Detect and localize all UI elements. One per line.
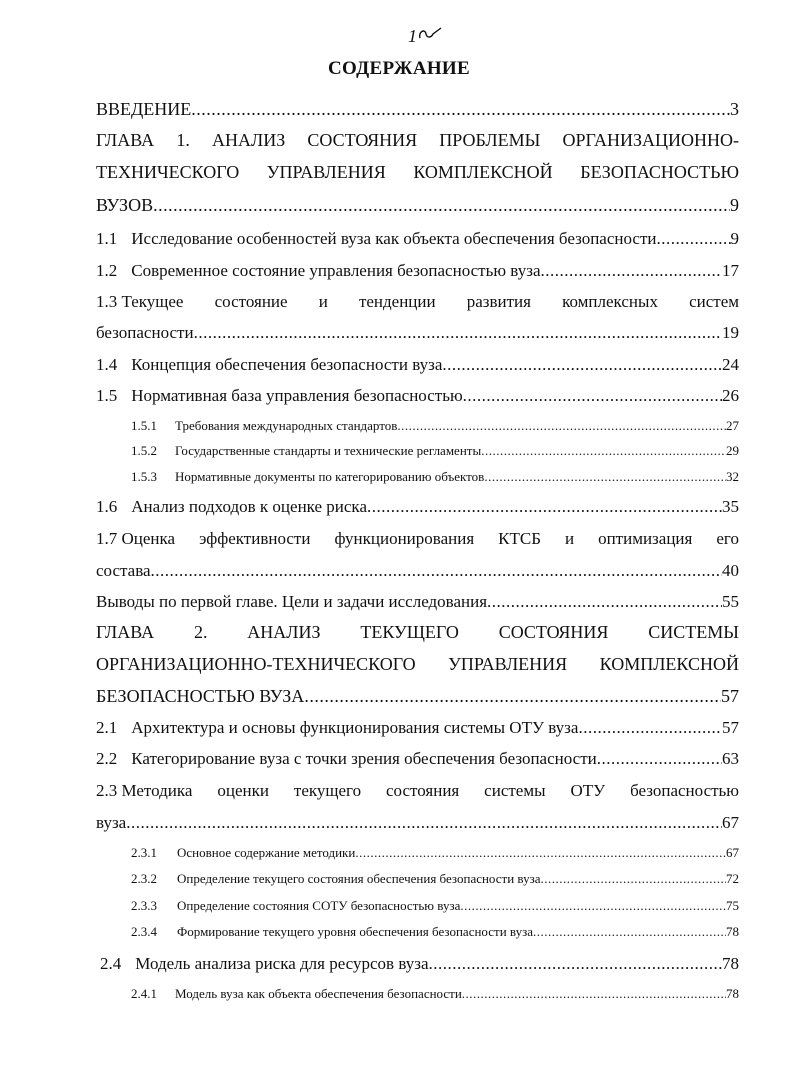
page-ref: 78 bbox=[726, 986, 739, 1001]
toc-entry-1-5-3[interactable]: 1.5.3 Нормативные документы по категорированию объектов ..... 32 bbox=[131, 469, 739, 485]
page-ref: 75 bbox=[726, 898, 739, 913]
toc-entry-1-5-2[interactable]: 1.5.2 Государственные стандарты и технические регламенты ..... 29 bbox=[131, 443, 739, 459]
page-ref: 78 bbox=[726, 924, 739, 939]
toc-entry-1-1[interactable]: 1.1 Исследование особенностей вуза как объекта обеспечения безопасности ..... 9 bbox=[96, 229, 739, 249]
toc-entry-2-2[interactable]: 2.2 Категорирование вуза с точки зрения обеспечения безопасности ..... 63 bbox=[96, 749, 739, 769]
page-ref: 57 bbox=[722, 718, 739, 737]
page-number: 1 bbox=[408, 26, 443, 47]
toc-entry-2-3-2[interactable]: 2.3.2 Определение текущего состояния обеспечения безопасности вуза ..... 72 bbox=[131, 871, 739, 887]
page-ref: 17 bbox=[722, 261, 739, 280]
toc-entry-2-3-4[interactable]: 2.3.4 Формирование текущего уровня обеспечения безопасности вуза ..... 78 bbox=[131, 924, 739, 940]
page-ref: 32 bbox=[726, 469, 739, 484]
page-ref: 78 bbox=[722, 954, 739, 973]
toc-entry-chapter-2-line-2[interactable]: ОРГАНИЗАЦИОННО-ТЕХНИЧЕСКОГО УПРАВЛЕНИЯ КОМПЛЕКСНОЙ bbox=[96, 654, 739, 674]
page-ref: 35 bbox=[722, 497, 739, 516]
page-ref: 27 bbox=[726, 418, 739, 433]
toc-entry-2-4-1[interactable]: 2.4.1 Модель вуза как объекта обеспечения безопасности ..... 78 bbox=[131, 986, 739, 1002]
page-ref: 9 bbox=[730, 229, 739, 248]
toc-entry-1-3-line-1[interactable]: 1.3 Текущее состояние и тенденции развития комплексных систем bbox=[96, 292, 739, 311]
page-ref: 40 bbox=[722, 561, 739, 580]
toc-entry-2-3-1[interactable]: 2.3.1 Основное содержание методики ..... 67 bbox=[131, 845, 739, 861]
toc-entry-1-5[interactable]: 1.5 Нормативная база управления безопасностью ..... 26 bbox=[96, 386, 739, 406]
toc-entry-2-3-line-1[interactable]: 2.3 Методика оценки текущего состояния системы ОТУ безопасностью bbox=[96, 781, 739, 800]
toc-entry-1-7-line-1[interactable]: 1.7 Оценка эффективности функционирования КТСБ и оптимизация его bbox=[96, 529, 739, 548]
toc-entry-chapter-2-line-3[interactable]: БЕЗОПАСНОСТЬЮ ВУЗА ..... 57 bbox=[96, 686, 739, 707]
toc-entry-2-3-line-2[interactable]: вуза ..... 67 bbox=[96, 813, 739, 833]
toc-entry-2-3-3[interactable]: 2.3.3 Определение состояния СОТУ безопасностью вуза ..... 75 bbox=[131, 898, 739, 914]
toc-entry-1-7-line-2[interactable]: состава ..... 40 bbox=[96, 561, 739, 581]
toc-entry-1-6[interactable]: 1.6 Анализ подходов к оценке риска ..... 35 bbox=[96, 497, 739, 517]
page-ref: 26 bbox=[722, 386, 739, 405]
page-ref: 24 bbox=[722, 355, 739, 374]
toc-entry-chapter-2-line-1[interactable]: ГЛАВА 2. АНАЛИЗ ТЕКУЩЕГО СОСТОЯНИЯ СИСТЕМЫ bbox=[96, 622, 739, 642]
page-ref: 63 bbox=[722, 749, 739, 768]
page-ref: 57 bbox=[721, 686, 739, 706]
toc-entry-2-1[interactable]: 2.1 Архитектура и основы функционирования системы ОТУ вуза ..... 57 bbox=[96, 718, 739, 738]
toc-entry-chapter-1-line-1[interactable]: ГЛАВА 1. АНАЛИЗ СОСТОЯНИЯ ПРОБЛЕМЫ ОРГАНИЗАЦИОННО- bbox=[96, 130, 739, 150]
page-ref: 67 bbox=[726, 845, 739, 860]
page-ref: 55 bbox=[722, 592, 739, 611]
page-ref: 72 bbox=[726, 871, 739, 886]
toc-entry-chapter-1-line-3[interactable]: ВУЗОВ ..... 9 bbox=[96, 195, 739, 216]
toc-entry-chapter-1-line-2[interactable]: ТЕХНИЧЕСКОГО УПРАВЛЕНИЯ КОМПЛЕКСНОЙ БЕЗОПАСНОСТЬЮ bbox=[96, 162, 739, 182]
toc-entry-conclusions-1[interactable]: Выводы по первой главе. Цели и задачи исследования ..... 55 bbox=[96, 592, 739, 612]
toc-entry-1-4[interactable]: 1.4 Концепция обеспечения безопасности вуза ..... 24 bbox=[96, 355, 739, 375]
toc-entry-1-3-line-2[interactable]: безопасности ..... 19 bbox=[96, 323, 739, 343]
toc-entry-1-5-1[interactable]: 1.5.1 Требования международных стандартов ..... 27 bbox=[131, 418, 739, 434]
page-ref: 67 bbox=[722, 813, 739, 832]
page-title: СОДЕРЖАНИЕ bbox=[328, 58, 470, 79]
toc-entry-1-2[interactable]: 1.2 Современное состояние управления безопасностью вуза ..... 17 bbox=[96, 261, 739, 281]
toc-entry-2-4[interactable]: 2.4 Модель анализа риска для ресурсов вуза ..... 78 bbox=[100, 954, 739, 974]
page-ref: 19 bbox=[722, 323, 739, 342]
page-ref: 29 bbox=[726, 443, 739, 458]
toc-entry-introduction[interactable]: ВВЕДЕНИЕ ..... 3 bbox=[96, 99, 739, 120]
page-ref: 3 bbox=[730, 99, 739, 119]
handwritten-mark-icon bbox=[417, 26, 443, 44]
page-ref: 9 bbox=[730, 195, 739, 215]
